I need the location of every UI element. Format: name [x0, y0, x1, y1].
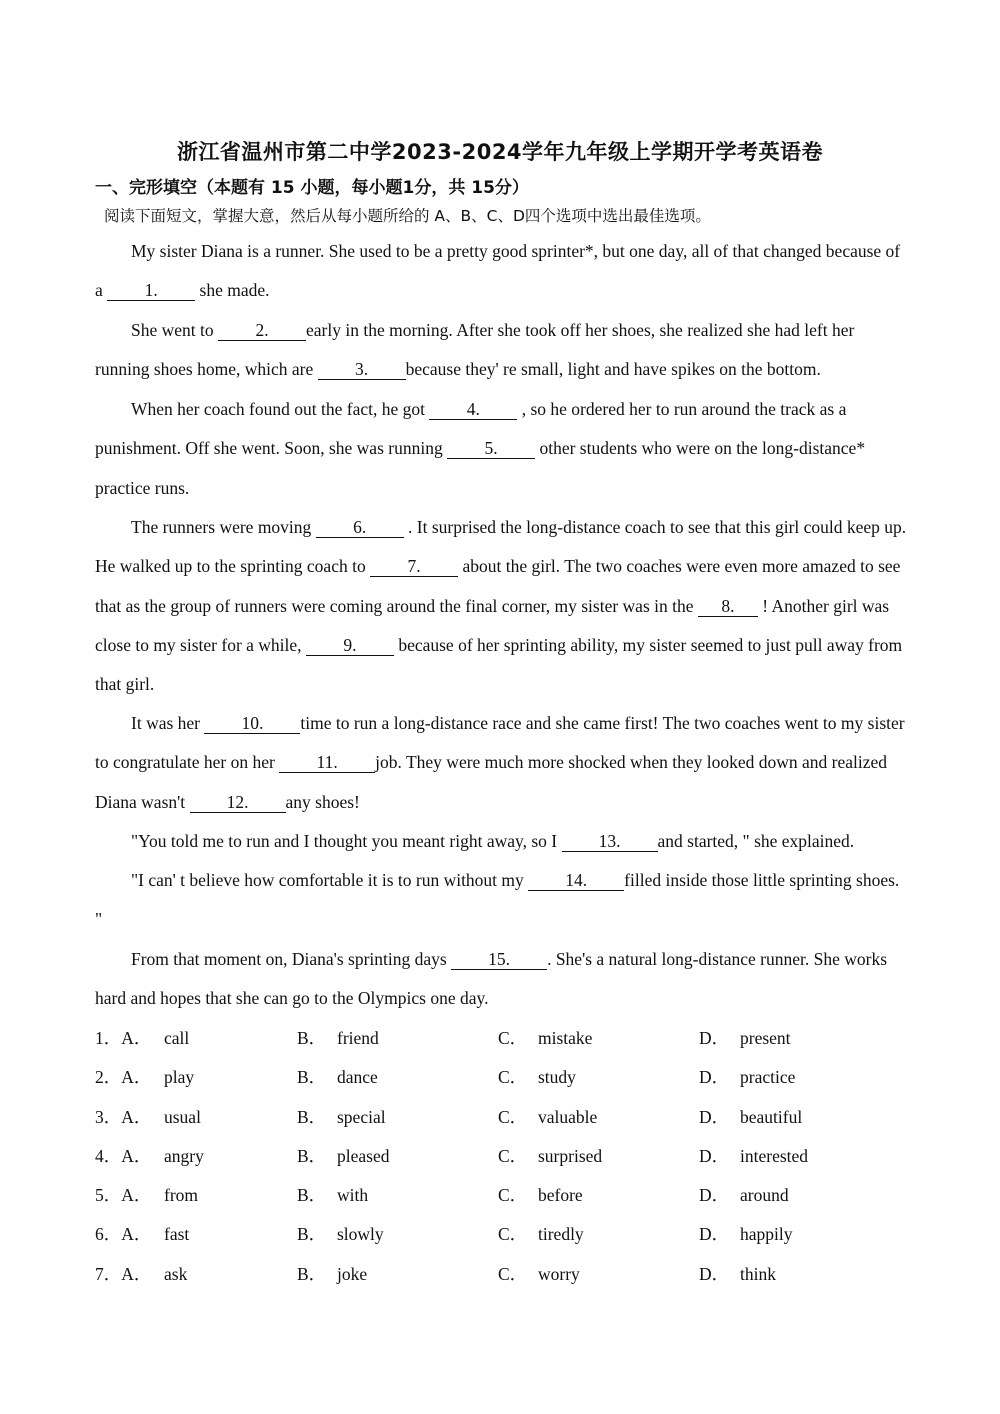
option-d[interactable]: around — [740, 1185, 789, 1206]
passage-text: early in the morning. After she took off her shoes, she realized she had left her running shoes home, which are — [95, 320, 855, 380]
passage-text: The runners were moving — [131, 517, 316, 537]
option-b-label: B． — [297, 1185, 327, 1206]
answer-blank[interactable]: 3. — [318, 359, 406, 380]
option-row — [95, 1098, 915, 1137]
option-d-label: D． — [699, 1028, 730, 1048]
option-a[interactable]: play — [164, 1067, 195, 1088]
option-d[interactable]: beautiful — [740, 1106, 803, 1127]
section-heading: 一、完形填空（本题有 15 小题，每小题1分，共 15分） — [95, 178, 529, 198]
passage-text: and started, " she explained. — [657, 831, 855, 851]
option-b-label: B． — [297, 1224, 327, 1245]
option-row — [95, 1019, 915, 1058]
option-b[interactable]: with — [337, 1185, 369, 1206]
passage-text: about the girl. The two coaches were even more amazed to see that as the group of runners were coming around the final corner, my sister was in the — [95, 556, 901, 616]
option-d-label: D． — [699, 1067, 730, 1088]
option-c-label: C． — [498, 1224, 528, 1245]
option-b[interactable]: friend — [337, 1028, 379, 1048]
option-c[interactable]: study — [538, 1067, 576, 1088]
answer-blank[interactable]: 12. — [190, 792, 286, 813]
options-list — [95, 1019, 915, 1294]
option-d[interactable]: happily — [740, 1224, 793, 1245]
option-b[interactable]: pleased — [337, 1145, 390, 1166]
passage-paragraph — [95, 822, 915, 861]
option-row — [95, 1176, 915, 1215]
answer-blank[interactable]: 9. — [306, 635, 394, 656]
passage-text: My sister Diana is a runner. She used to be a pretty good sprinter*, but one day, all of that changed because of a — [95, 241, 901, 301]
option-a[interactable]: from — [164, 1185, 199, 1206]
option-c[interactable]: tiredly — [538, 1224, 584, 1245]
question-number: 7．A． — [95, 1263, 152, 1284]
passage-text: because of her sprinting ability, my sister seemed to just pull away from that girl. — [95, 634, 903, 695]
option-row — [95, 1215, 915, 1254]
option-a[interactable]: fast — [164, 1224, 190, 1245]
option-a[interactable]: ask — [164, 1263, 188, 1284]
option-b[interactable]: special — [337, 1106, 386, 1127]
passage-text: From that moment on, Diana's sprinting days — [131, 949, 452, 969]
option-row — [95, 1137, 915, 1176]
option-d-label: D． — [699, 1224, 730, 1245]
option-b[interactable]: dance — [337, 1067, 378, 1088]
option-d-label: D． — [699, 1145, 730, 1166]
passage-paragraph — [95, 390, 907, 508]
passage-text: It was her — [131, 713, 205, 733]
passage-paragraph — [95, 232, 907, 311]
answer-blank[interactable]: 11. — [279, 752, 375, 773]
option-row — [95, 1058, 915, 1097]
passage-text: "I can' t believe how comfortable it is to run without my — [131, 870, 529, 890]
answer-blank[interactable]: 4. — [429, 399, 517, 420]
answer-blank[interactable]: 7. — [370, 556, 458, 577]
answer-blank[interactable]: 13. — [562, 831, 658, 852]
passage-text: When her coach found out the fact, he got — [131, 399, 430, 419]
option-d-label: D． — [699, 1106, 730, 1127]
option-d[interactable]: present — [740, 1028, 791, 1048]
answer-blank[interactable]: 10. — [204, 713, 300, 734]
option-a[interactable]: call — [164, 1028, 190, 1048]
question-number: 6．A． — [95, 1224, 152, 1245]
option-d-label: D． — [699, 1185, 730, 1206]
passage-paragraph — [95, 861, 907, 940]
option-c[interactable]: worry — [538, 1263, 580, 1284]
option-a[interactable]: usual — [164, 1106, 201, 1127]
option-d-label: D． — [699, 1263, 730, 1284]
question-number: 4．A． — [95, 1145, 152, 1166]
option-b-label: B． — [297, 1028, 327, 1048]
passage-text: filled inside those little sprinting shoes. " — [95, 870, 900, 930]
option-d[interactable]: interested — [740, 1145, 809, 1166]
passage-paragraph — [95, 704, 907, 822]
passage-text: She went to — [131, 320, 219, 340]
option-b[interactable]: joke — [337, 1263, 368, 1284]
answer-blank[interactable]: 1. — [107, 280, 195, 301]
passage-paragraph — [95, 940, 907, 1019]
question-number: 1．A． — [95, 1028, 152, 1048]
option-b-label: B． — [297, 1145, 327, 1166]
option-b-label: B． — [297, 1067, 327, 1088]
answer-blank[interactable]: 5. — [447, 438, 535, 459]
passage-text: , so he ordered her to run around the track as a punishment. Off she went. Soon, she was running — [95, 399, 847, 459]
option-b-label: B． — [297, 1106, 327, 1127]
option-c[interactable]: surprised — [538, 1145, 603, 1166]
option-a[interactable]: angry — [164, 1145, 204, 1166]
passage-text: because they' re small, light and have spikes on the bottom. — [405, 359, 821, 380]
question-number: 2．A． — [95, 1067, 152, 1088]
answer-blank[interactable]: 15. — [451, 949, 547, 970]
passage-text: . It surprised the long-distance coach to see that this girl could keep up. He walked up to the sprinting coach to — [95, 517, 907, 577]
answer-blank[interactable]: 6. — [316, 517, 404, 538]
option-c-label: C． — [498, 1067, 528, 1088]
option-d[interactable]: practice — [740, 1067, 796, 1088]
option-c-label: C． — [498, 1145, 528, 1166]
passage-text: job. They were much more shocked when they looked down and realized Diana wasn't — [95, 752, 888, 812]
option-c[interactable]: before — [538, 1185, 583, 1206]
passage-text: . She's a natural long-distance runner. She works hard and hopes that she can go to the Olympics one day. — [95, 949, 888, 1009]
passage-paragraph — [95, 311, 907, 390]
answer-blank[interactable]: 2. — [218, 320, 306, 341]
passage-text: any shoes! — [285, 791, 360, 812]
option-c-label: C． — [498, 1106, 528, 1127]
passage-text: she made. — [195, 280, 270, 301]
option-c-label: C． — [498, 1185, 528, 1206]
passage-text: other students who were on the long-distance* practice runs. — [95, 438, 866, 498]
option-c[interactable]: valuable — [538, 1106, 598, 1127]
instructions: 阅读下面短文，掌握大意，然后从每小题所给的 A、B、C、D四个选项中选出最佳选项。 — [104, 207, 711, 225]
option-row — [95, 1255, 915, 1294]
passage-text: time to run a long-distance race and she came first! The two coaches went to my sister to congratulate her on her — [95, 713, 905, 773]
passage-text: "You told me to run and I thought you meant right away, so I — [131, 831, 562, 851]
option-b-label: B． — [297, 1263, 327, 1284]
passage-paragraph — [95, 508, 907, 704]
option-c-label: C． — [498, 1263, 528, 1284]
question-number: 5．A． — [95, 1185, 152, 1206]
passage-text: ! Another girl was close to my sister for a while, — [95, 595, 890, 655]
option-c-label: C． — [498, 1028, 528, 1048]
option-c[interactable]: mistake — [538, 1028, 593, 1048]
option-b[interactable]: slowly — [337, 1224, 384, 1245]
question-number: 3．A． — [95, 1106, 152, 1127]
answer-blank[interactable]: 14. — [528, 870, 624, 891]
option-d[interactable]: think — [740, 1263, 776, 1284]
page-title: 浙江省温州市第二中学2023-2024学年九年级上学期开学考英语卷 — [176, 140, 824, 164]
answer-blank[interactable]: 8. — [698, 596, 758, 617]
